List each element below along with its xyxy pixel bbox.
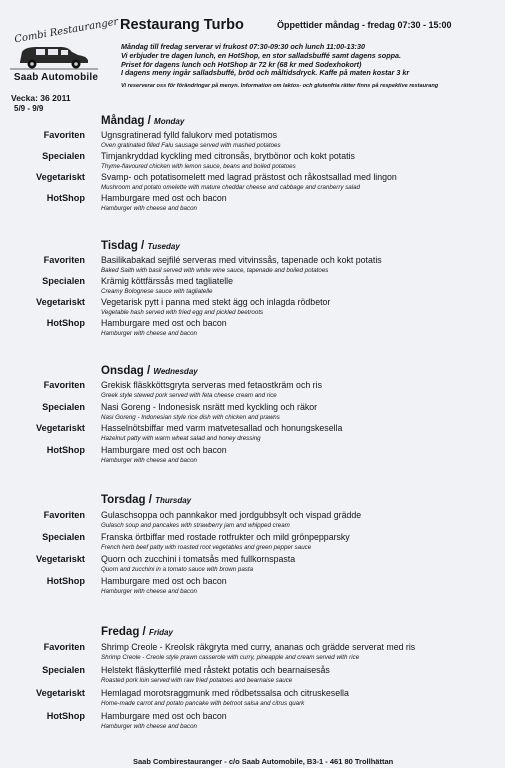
dish-sv: Ugnsgratinerad fylld falukorv med potatismos <box>101 130 278 140</box>
menu-category: Specialen <box>42 665 85 675</box>
menu-category: HotShop <box>46 576 85 586</box>
dish-en: Roasted pork loin served with raw fried potatoes and bearnaise sauce <box>101 676 293 684</box>
menu-category: Vegetariskt <box>35 297 85 307</box>
menu-category: Vegetariskt <box>35 554 85 564</box>
footer-address: Saab Combirestauranger - c/o Saab Automobile, B3-1 - 461 80 Trollhättan <box>133 757 394 766</box>
week-dates: 5/9 - 9/9 <box>14 104 44 113</box>
dish-en: Shrimp Creole - Creole style prawn casserole with curry, pineapple and cream served with rice <box>101 653 360 661</box>
menu-category: Favoriten <box>43 255 85 265</box>
opening-hours: Öppettider måndag - fredag 07:30 - 15:00 <box>277 20 452 30</box>
menu-category: HotShop <box>46 193 85 203</box>
day-name: Torsdag <box>101 494 146 506</box>
dish-en: Creamy Bolognese sauce with tagliatelle <box>101 287 213 295</box>
menu-item <box>0 193 505 219</box>
dish-en: Hamburger with cheese and bacon <box>101 587 197 595</box>
dish-sv: Quorn och zucchini i tomatsås med fullkornspasta <box>101 554 296 564</box>
intro-line: Måndag till fredag serverar vi frukost 07:30-09:30 och lunch 11:00-13:30 <box>121 42 365 51</box>
dish-en: Gulasch soup and pancakes with strawberry jam and whipped cream <box>101 521 290 529</box>
dish-sv: Hemlagad morotsraggmunk med rödbetssalsa och citruskesella <box>101 688 349 698</box>
intro-line: Priset för dagens lunch och HotShop är 72 kr (68 kr med Sodexhokort) <box>121 59 362 69</box>
menu-item <box>0 318 505 344</box>
day-heading-thursday: Torsdag / Thursday <box>101 494 192 506</box>
day-heading-wednesday: Onsdag / Wednesday <box>101 365 198 377</box>
logo-brand-text: Saab Automobile <box>13 72 99 83</box>
page-title: Restaurang Turbo <box>120 17 244 33</box>
menu-category: Favoriten <box>43 510 85 520</box>
dish-sv: Svamp- och potatisomelett med lagrad prästost och råkostsallad med lingon <box>101 172 397 182</box>
disclaimer: Vi reserverar oss för förändringar på menyn. Information om laktos- och glutenfria rätter finns på respektive restaurang <box>121 83 439 89</box>
dish-en: Greek style stewed pork served with feta cheese cream and rice <box>101 391 277 399</box>
dish-sv: Basilikabakad sejfilé serveras med vitvinssås, tapenade och kokt potatis <box>101 255 382 265</box>
day-name: Fredag <box>101 626 140 638</box>
day-name-en: Monday <box>154 117 185 126</box>
dish-en: Thyme-flavoured chicken with lemon sauce, beans and boiled potatoes <box>101 162 296 170</box>
menu-category: HotShop <box>46 318 85 328</box>
svg-text:Combi Restauranger: Combi Restauranger <box>13 16 120 46</box>
menu-category: Favoriten <box>43 642 85 652</box>
day-name: Måndag <box>101 115 145 127</box>
dish-en: Oven gratinated filled Falu sausage served with mashed potatoes <box>101 141 281 149</box>
dish-sv: Gulaschsoppa och pannkakor med jordgubbsylt och vispad grädde <box>101 510 362 520</box>
menu-item <box>0 576 505 602</box>
day-heading-tuesday: Tisdag / Tuseday <box>101 240 180 252</box>
dish-sv: Shrimp Creole - Kreolsk räkgryta med curry, ananas och grädde serverat med ris <box>101 642 416 652</box>
dish-en: Hamburger with cheese and bacon <box>101 329 197 337</box>
dish-sv: Krämig köttfärssås med tagliatelle <box>101 276 234 286</box>
intro-text <box>121 43 501 78</box>
day-name: Tisdag <box>101 240 138 252</box>
dish-en: Nasi Goreng - Indonesian style rice dish with chicken and prawns <box>101 413 280 421</box>
day-name-en: Tuseday <box>147 242 180 251</box>
dish-sv: Hamburgare med ost och bacon <box>101 318 227 328</box>
dish-en: Vegetable hash served with fried egg and pickled beetroots <box>101 308 264 316</box>
intro-line: I dagens meny ingår salladsbuffé, bröd och måltidsdryck. Kaffe på maten kostar 3 kr <box>121 68 410 78</box>
dish-sv: Grekisk fläskköttsgryta serveras med fetaostkräm och ris <box>101 380 322 390</box>
menu-item <box>0 711 505 737</box>
menu-category: Vegetariskt <box>35 172 85 182</box>
dish-sv: Nasi Goreng - Indonesisk nsrätt med kyckling och räkor <box>101 402 318 412</box>
menu-category: Specialen <box>42 151 85 161</box>
day-name-en: Thursday <box>155 496 192 505</box>
dish-sv: Hasselnötsbiffar med varm matvetesallad och honungskesella <box>101 423 343 433</box>
dish-en: Hamburger with cheese and bacon <box>101 204 197 212</box>
dish-en: Quorn and zucchini in a tomato sauce with brown pasta <box>101 565 254 573</box>
dish-en: Hamburger with cheese and bacon <box>101 722 197 730</box>
dish-sv: Hamburgare med ost och bacon <box>101 576 227 586</box>
day-name-en: Wednesday <box>153 367 198 376</box>
dish-sv: Hamburgare med ost och bacon <box>101 193 227 203</box>
car-icon <box>6 16 120 74</box>
week-label: Vecka: 36 2011 <box>11 93 71 103</box>
menu-category: Vegetariskt <box>35 423 85 433</box>
dish-sv: Helstekt fläskytterfilé med råstekt potatis och bearnaisesås <box>101 665 330 675</box>
day-heading-friday: Fredag / Friday <box>101 626 173 638</box>
dish-en: Baked Saith with basil served with white wine sauce, tapenade and boiled potatoes <box>101 266 329 274</box>
menu-category: Specialen <box>42 276 85 286</box>
menu-category: Specialen <box>42 402 85 412</box>
day-heading-monday: Måndag / Monday <box>101 115 185 127</box>
menu-category: Specialen <box>42 532 85 542</box>
menu-item <box>0 445 505 471</box>
intro-line: Vi erbjuder tre dagen lunch, en HotShop, en stor salladsbuffé samt dagens soppa. <box>121 50 401 60</box>
menu-category: Favoriten <box>43 380 85 390</box>
day-name: Onsdag <box>101 365 144 377</box>
day-name-en: Friday <box>148 628 173 637</box>
dish-sv: Vegetarisk pytt i panna med stekt ägg och inlagda rödbetor <box>101 297 331 307</box>
menu-category: HotShop <box>46 445 85 455</box>
dish-en: Mushroom and potato omelette with mature cheddar cheese and cabbage and cranberry salad <box>101 183 361 191</box>
dish-en: Home-made carrot and potato pancake with betroot salsa and citrus quark <box>101 699 305 707</box>
dish-sv: Timjankryddad kyckling med citronsås, brytbönor och kokt potatis <box>101 151 355 161</box>
restaurant-logo <box>6 16 120 83</box>
dish-sv: Franska örtbiffar med rostade rotfrukter och mild grönpepparsky <box>101 532 350 542</box>
menu-category: HotShop <box>46 711 85 721</box>
dish-en: French herb beef patty with roasted root vegetables and green pepper sauce <box>101 543 312 551</box>
menu-category: Vegetariskt <box>35 688 85 698</box>
dish-en: Hamburger with cheese and bacon <box>101 456 197 464</box>
dish-sv: Hamburgare med ost och bacon <box>101 711 227 721</box>
dish-sv: Hamburgare med ost och bacon <box>101 445 227 455</box>
menu-category: Favoriten <box>43 130 85 140</box>
dish-en: Hazelnut patty with warm wheat salad and honey dressing <box>101 434 261 442</box>
